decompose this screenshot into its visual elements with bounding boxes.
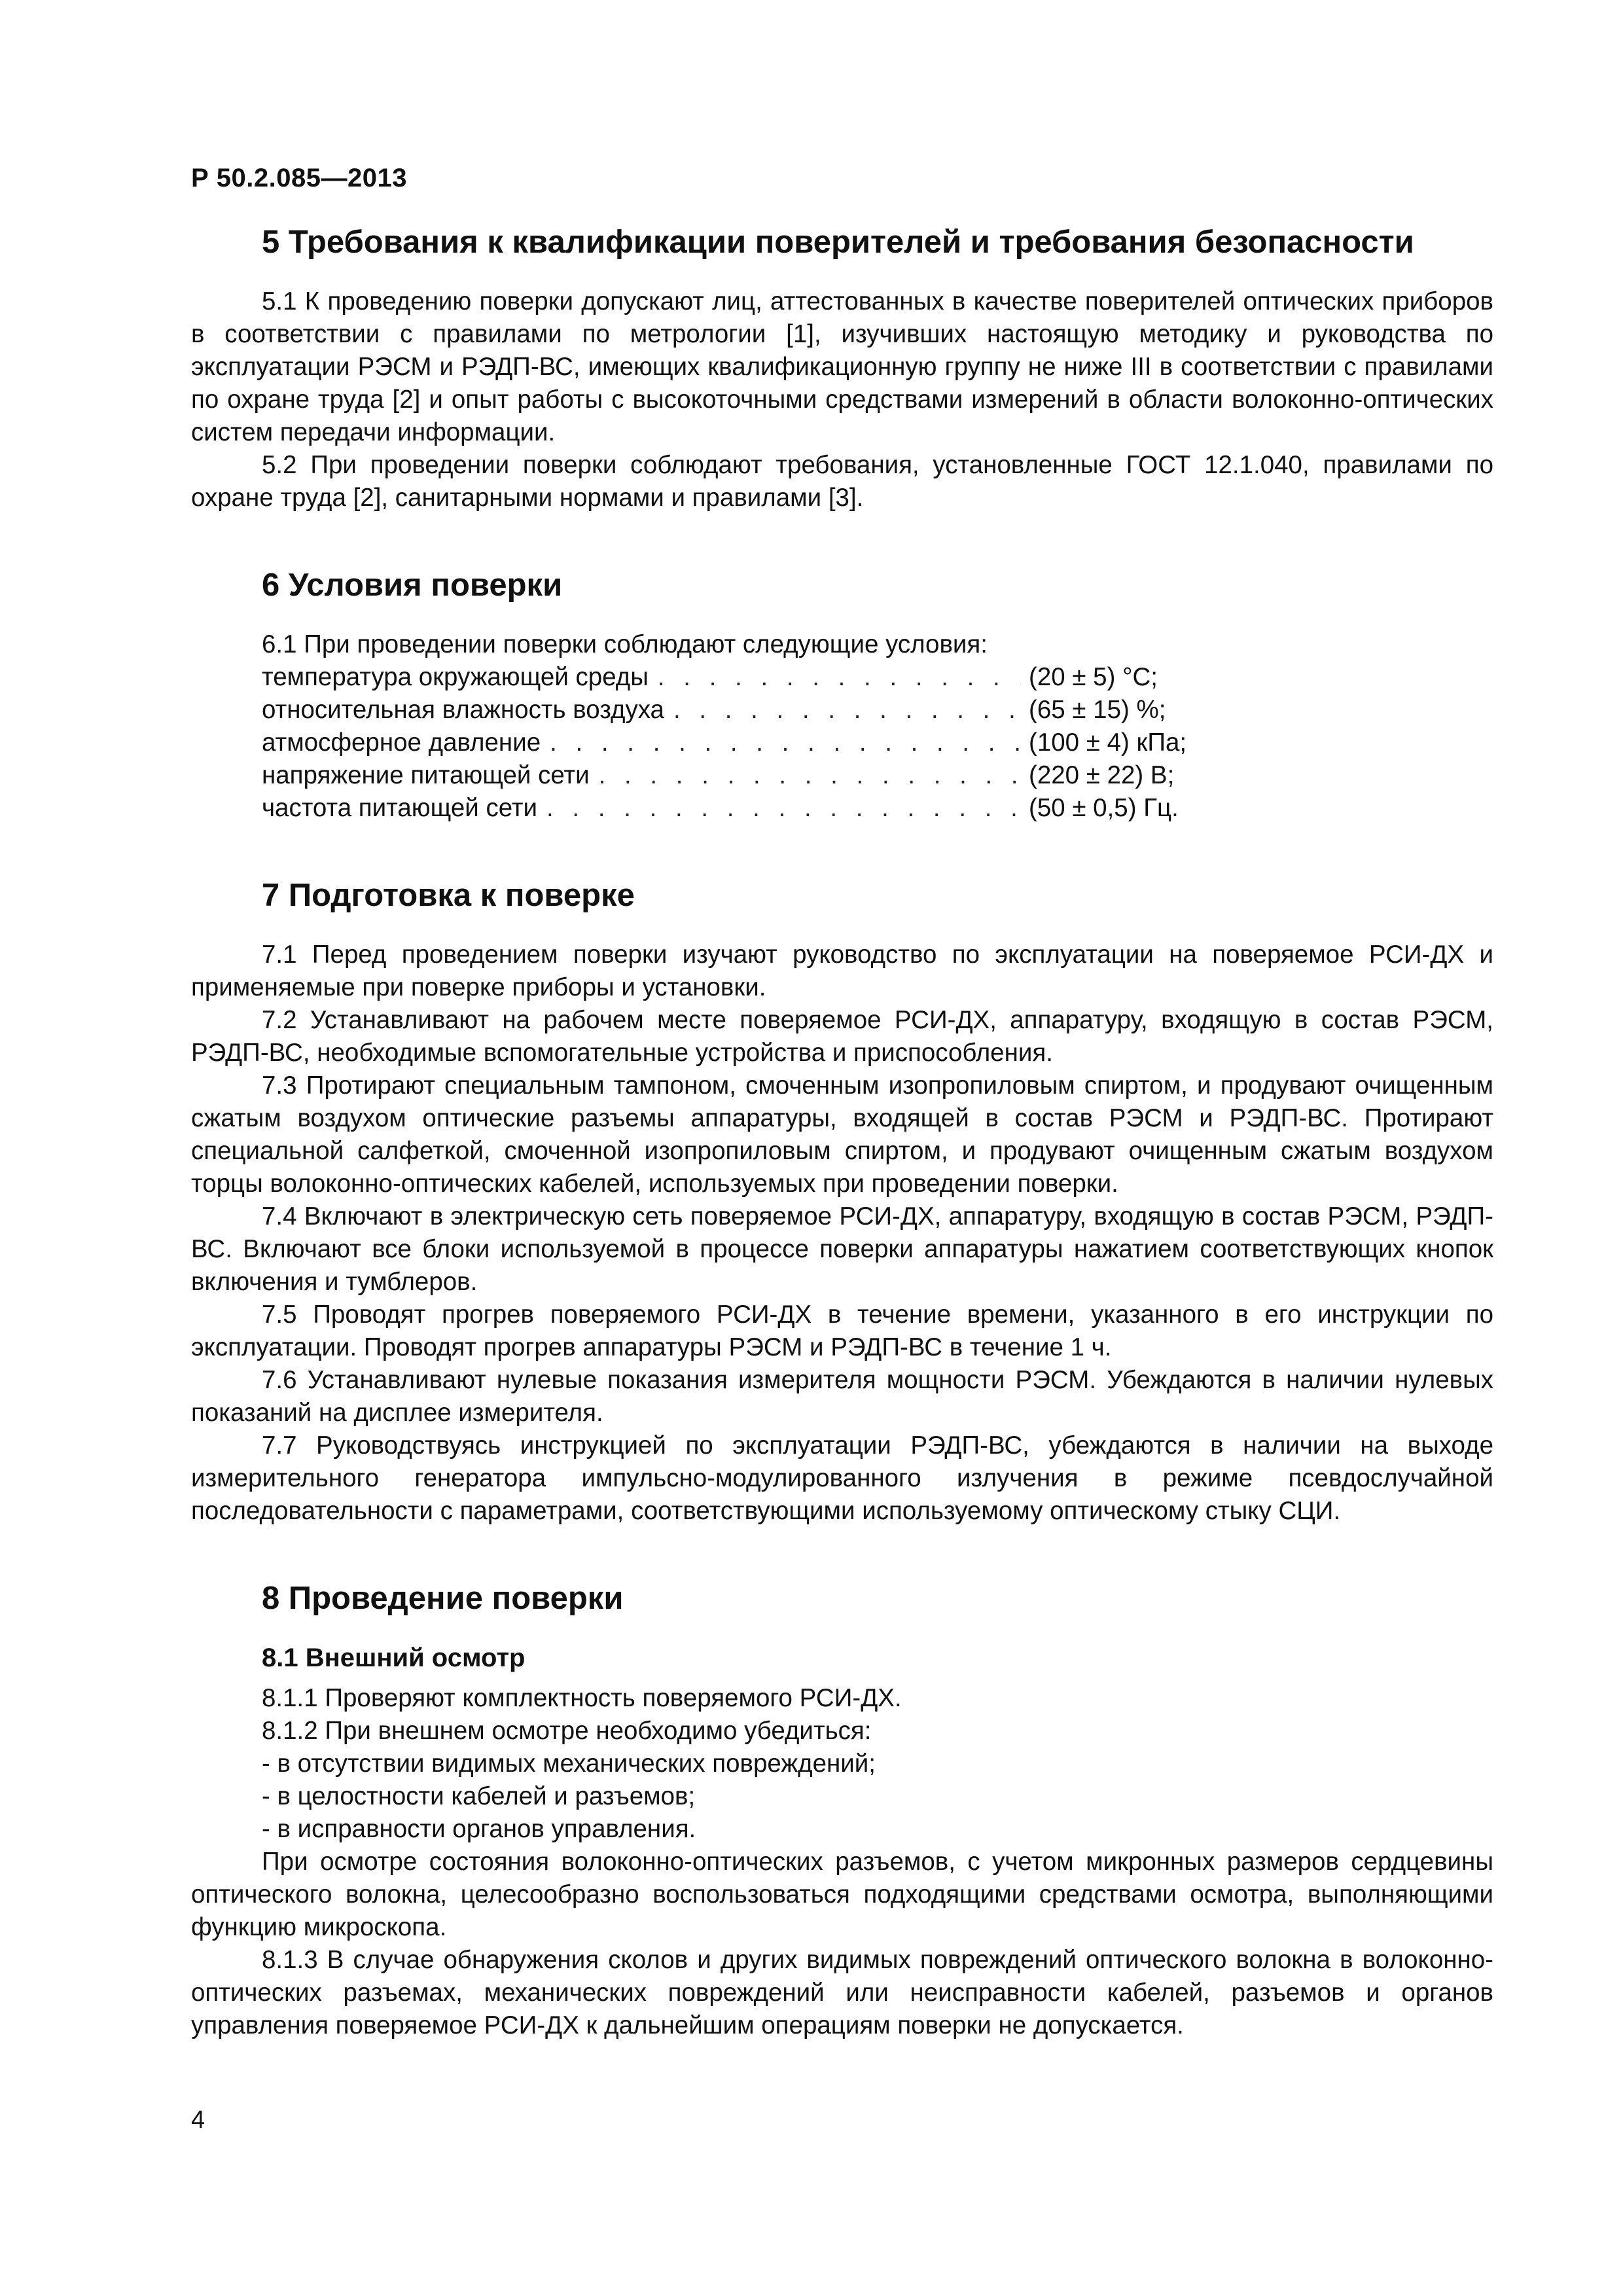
paragraph-8-1-1: 8.1.1 Проверяют комплектность поверяемого РСИ-ДХ. — [262, 1684, 902, 1712]
paragraph-7-5: 7.5 Проводят прогрев поверяемого РСИ-ДХ в течение времени, указанного в его инструкции по эксплуатации. Проводят прогрев аппаратуры РЭСМ и РЭДП-ВС в течение 1 ч. — [191, 1300, 1493, 1361]
subsection-8-1-title: 8.1 Внешний осмотр — [262, 1643, 526, 1672]
section-8-title: 8 Проведение поверки — [262, 1581, 624, 1616]
page-number: 4 — [191, 2106, 205, 2134]
paragraph-7-2: 7.2 Устанавливают на рабочем месте поверяемое РСИ-ДХ, аппаратуру, входящую в состав РЭСМ, РЭДП-ВС, необходимые вспомогательные устройства и приспособления. — [191, 1006, 1493, 1067]
paragraph-5-2: 5.2 При проведении поверки соблюдают требования, установленные ГОСТ 12.1.040, правилами по охране труда [2], санитарными нормами и правилами [3]. — [191, 451, 1493, 512]
paragraph-7-3: 7.3 Протирают специальным тампоном, смоченным изопропиловым спиртом, и продувают очищенным сжатым воздухом оптические разъемы аппаратуры, входящей в состав РЭСМ и РЭДП-ВС. Протирают специальной салфеткой, смоченной изопропиловым спиртом, и продувают очищенным сжатым воздухом торцы волоконно-оптических кабелей, используемых при проведении поверки. — [191, 1071, 1493, 1198]
list-item: - в исправности органов управления. — [262, 1815, 696, 1843]
page-content — [191, 223, 1493, 2042]
document-id: Р 50.2.085—2013 — [191, 164, 407, 192]
condition-frequency: частота питающей сети . . . (50 ± 0,5) Гц. — [191, 792, 1212, 825]
condition-humidity: относительная влажность воздуха . . . (65 ± 15) %; — [191, 694, 1212, 726]
list-item: - в целостности кабелей и разъемов; — [262, 1782, 696, 1810]
condition-voltage: напряжение питающей сети . . . (220 ± 22) В; — [191, 759, 1212, 792]
paragraph-6-1: 6.1 При проведении поверки соблюдают следующие условия: — [262, 630, 988, 658]
paragraph-7-7: 7.7 Руководствуясь инструкцией по эксплуатации РЭДП-ВС, убеждаются в наличии на выходе измерительного генератора импульсно-модулированного излучения в режиме псевдослучайной последовательности с параметрами, соответствующими используемому оптическому стыку СЦИ. — [191, 1431, 1493, 1525]
section-5-title: 5 Требования к квалификации поверителей и требования безопасности — [262, 224, 1414, 260]
paragraph-8-1-3: 8.1.3 В случае обнаружения сколов и других видимых повреждений оптического волокна в волоконно-оптических разъемах, механических повреждений или неисправности кабелей, разъемов и органов управления поверяемое РСИ-ДХ к дальнейшим операциям поверки не допускается. — [191, 1946, 1493, 2039]
paragraph-8-1-2: 8.1.2 При внешнем осмотре необходимо убедиться: — [262, 1717, 872, 1745]
list-item: - в отсутствии видимых механических повреждений; — [262, 1749, 876, 1778]
paragraph-inspection-note: При осмотре состояния волоконно-оптических разъемов, с учетом микронных размеров сердцевины оптического волокна, целесообразно воспользоваться подходящими средствами осмотра, выполняющими функцию микроскопа. — [191, 1848, 1493, 1941]
section-7-title: 7 Подготовка к поверке — [262, 878, 635, 913]
paragraph-5-1: 5.1 К проведению поверки допускают лиц, аттестованных в качестве поверителей оптических приборов в соответствии с правилами по метрологии [1], изучивших настоящую методику и руководства по эксплуатации РЭСМ и РЭДП-ВС, имеющих квалификационную группу не ниже III в соответствии с правилами по охране труда [2] и опыт работы с высокоточными средствами измерений в области волоконно-оптических систем передачи информации. — [191, 287, 1493, 446]
condition-temperature: температура окружающей среды . . . (20 ± 5) °С; — [191, 661, 1212, 694]
conditions-list — [191, 661, 1212, 825]
paragraph-7-1: 7.1 Перед проведением поверки изучают руководство по эксплуатации на поверяемое РСИ-ДХ и применяемые при поверке приборы и установки. — [191, 941, 1493, 1001]
paragraph-7-4: 7.4 Включают в электрическую сеть поверяемое РСИ-ДХ, аппаратуру, входящую в состав РЭСМ, РЭДП-ВС. Включают все блоки используемой в процессе поверки аппаратуры нажатием соответствующих кнопок включения и тумблеров. — [191, 1202, 1493, 1296]
section-6-title: 6 Условия поверки — [262, 567, 563, 603]
condition-pressure: атмосферное давление . . . (100 ± 4) кПа; — [191, 726, 1212, 759]
paragraph-7-6: 7.6 Устанавливают нулевые показания измерителя мощности РЭСМ. Убеждаются в наличии нулевых показаний на дисплее измерителя. — [191, 1366, 1493, 1427]
